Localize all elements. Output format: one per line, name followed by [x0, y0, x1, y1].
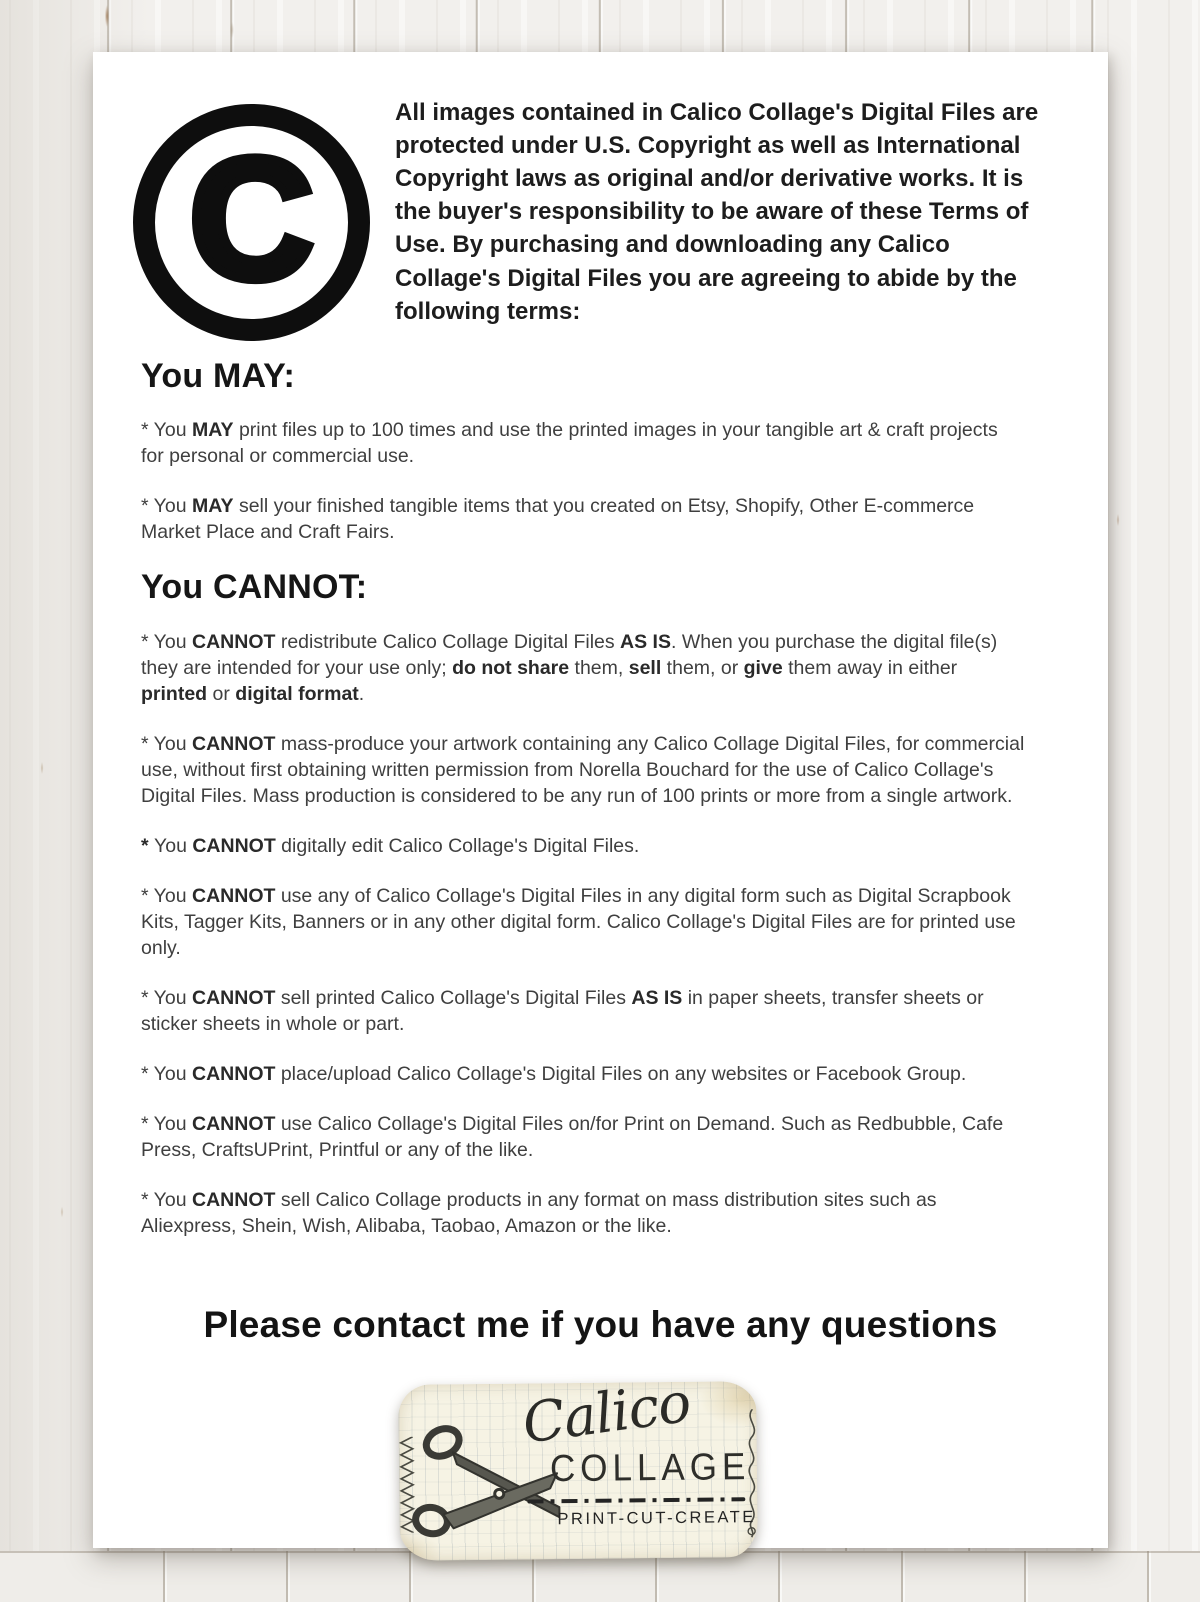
terms-sections: [141, 358, 1025, 1263]
terms-bullet: * You CANNOT use any of Calico Collage's Digital Files in any digital form such as Digital Scrapbook Kits, Tagger Kits, Banners or in any other digital form. Calico Collage's Digital Files are for printed use only.: [141, 884, 1016, 959]
terms-bullet: * You CANNOT digitally edit Calico Collage's Digital Files.: [141, 834, 640, 857]
calico-collage-logo: [398, 1369, 758, 1561]
terms-bullet: * You CANNOT redistribute Calico Collage Digital Files AS IS. When you purchase the digital file(s) they are intended for your use only; do not share them, sell them, or give them away in either printed or digital format.: [141, 630, 998, 705]
section-heading: You CANNOT:: [141, 568, 368, 607]
logo-caps-text: COLLAGE: [549, 1445, 751, 1490]
contact-heading: Please contact me if you have any questions: [203, 1304, 998, 1345]
terms-bullet: * You CANNOT sell Calico Collage products in any format on mass distribution sites such as Aliexpress, Shein, Wish, Alibaba, Taobao, Amazon or the like.: [141, 1188, 937, 1237]
logo-tagline-text: PRINT-CUT-CREATE: [557, 1508, 756, 1529]
terms-bullet: * You MAY sell your finished tangible items that you created on Etsy, Shopify, Other E-commerce Market Place and Craft Fairs.: [141, 495, 975, 544]
terms-bullet: * You CANNOT place/upload Calico Collage's Digital Files on any websites or Facebook Group.: [141, 1062, 967, 1085]
terms-bullet: * You MAY print files up to 100 times and use the printed images in your tangible art & craft projects for personal or commercial use.: [141, 419, 998, 468]
terms-document-page: [93, 52, 1108, 1548]
terms-bullet: * You CANNOT sell printed Calico Collage's Digital Files AS IS in paper sheets, transfer sheets or sticker sheets in whole or part.: [141, 986, 984, 1035]
dash-dot-divider: [527, 1497, 745, 1503]
intro-paragraph: All images contained in Calico Collage's Digital Files are protected under U.S. Copyright as well as International Copyright laws as original and/or derivative works. It is the buyer's responsibility to be aware of these Terms of Use. By purchasing and downloading any Calico Collage's Digital Files you are agreeing to abide by the following terms:: [395, 99, 1039, 325]
copyright-letter: C: [189, 122, 314, 315]
terms-bullet: * You CANNOT mass-produce your artwork containing any Calico Collage Digital Files, for commercial use, without first obtaining written permission from Norella Bouchard for the use of Calico Collage's Digital Files. Mass production is considered to be any run of 100 prints or more from a single artwork.: [141, 732, 1025, 807]
logo-script-text: Calico: [518, 1369, 694, 1456]
terms-bullet: * You CANNOT use Calico Collage's Digital Files on/for Print on Demand. Such as Redbubble, Cafe Press, CraftsUPrint, Printful or any of the like.: [141, 1112, 1004, 1161]
section-heading: You MAY:: [141, 357, 295, 395]
copyright-symbol: [133, 104, 370, 341]
